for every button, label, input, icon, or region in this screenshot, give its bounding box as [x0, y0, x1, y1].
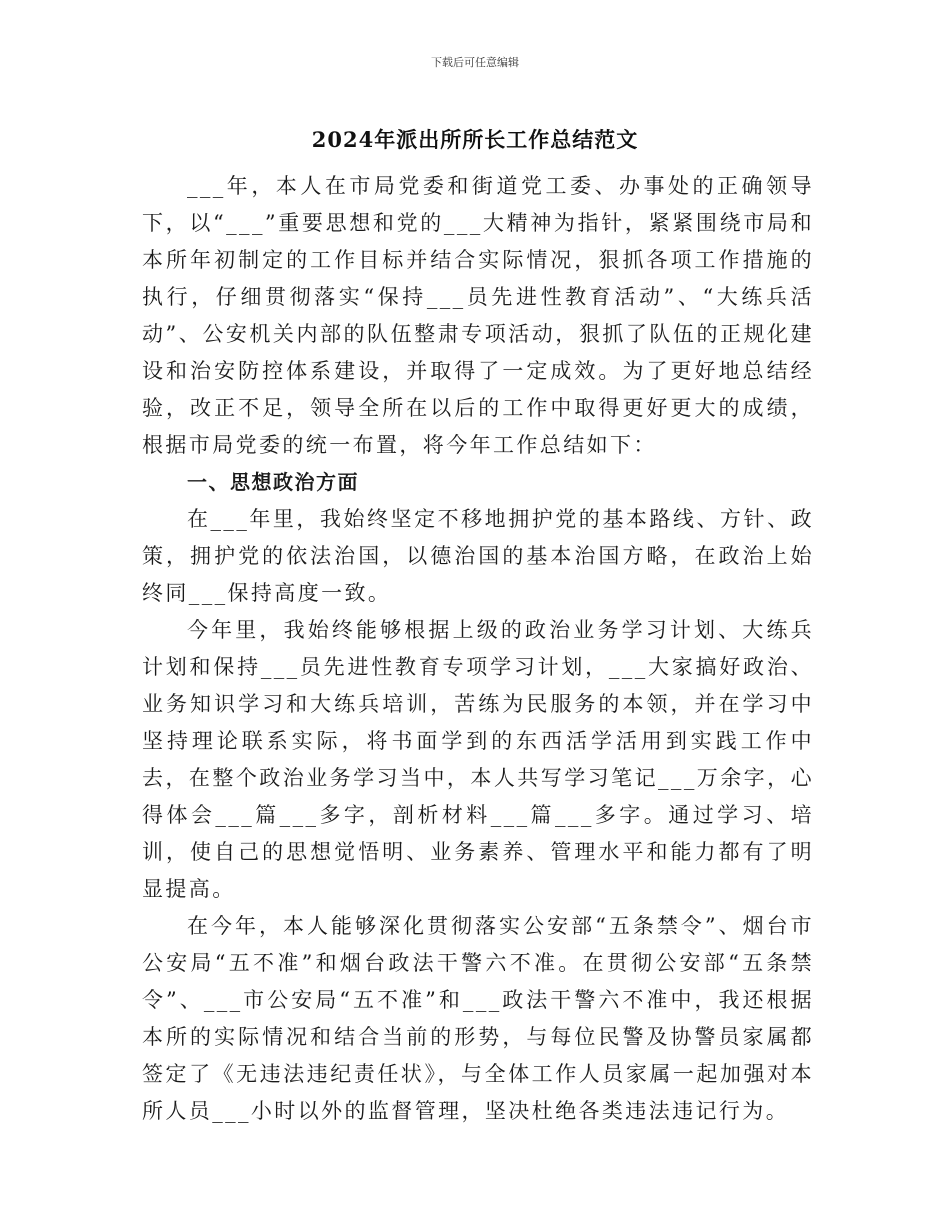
body-paragraph: 在今年，本人能够深化贯彻落实公安部“五条禁令”、烟台市公安局“五不准”和烟台政法干警六不准。在贯彻公安部“五条禁令”、___市公安局“五不准”和___政法干警六不准中，我还根据本所的实际情况和结合当前的形势，与每位民警及协警员家属都签定了《无违法违纪责任状》，与全体工作人员家属一起加强对本所人员___小时以外的监督管理，坚决杜绝各类违法违记行为。	[142, 914, 814, 1123]
section-heading: 一、思想政治方面	[187, 470, 359, 494]
download-note: 下载后可任意编辑	[431, 56, 519, 69]
body-paragraph: 在___年里，我始终坚定不移地拥护党的基本路线、方针、政策，拥护党的依法治国，以德治国的基本治国方略，在政治上始终同___保持高度一致。	[142, 507, 814, 605]
body-paragraph: 今年里，我始终能够根据上级的政治业务学习计划、大练兵计划和保持___员先进性教育专项学习计划，___大家搞好政治、业务知识学习和大练兵培训，苦练为民服务的本领，并在学习中坚持理论联系实际，将书面学到的东西活学活用到实践工作中去，在整个政治业务学习当中，本人共写学习笔记___万余字，心得体会___篇___多字，剖析材料___篇___多字。通过学习、培训，使自己的思想觉悟明、业务素养、管理水平和能力都有了明显提高。	[142, 618, 814, 901]
document-title: 2024年派出所所长工作总结范文	[311, 127, 639, 152]
intro-paragraph: ___年，本人在市局党委和街道党工委、办事处的正确领导下，以“___”重要思想和党的___大精神为指针，紧紧围绕市局和本所年初制定的工作目标并结合实际情况，狠抓各项工作措施的执行，仔细贯彻落实“保持___员先进性教育活动”、“大练兵活动”、公安机关内部的队伍整肃专项活动，狠抓了队伍的正规化建设和治安防控体系建设，并取得了一定成效。为了更好地总结经验，改正不足，领导全所在以后的工作中取得更好更大的成绩，根据市局党委的统一布置，将今年工作总结如下：	[142, 174, 814, 457]
document-body	[142, 168, 814, 1130]
